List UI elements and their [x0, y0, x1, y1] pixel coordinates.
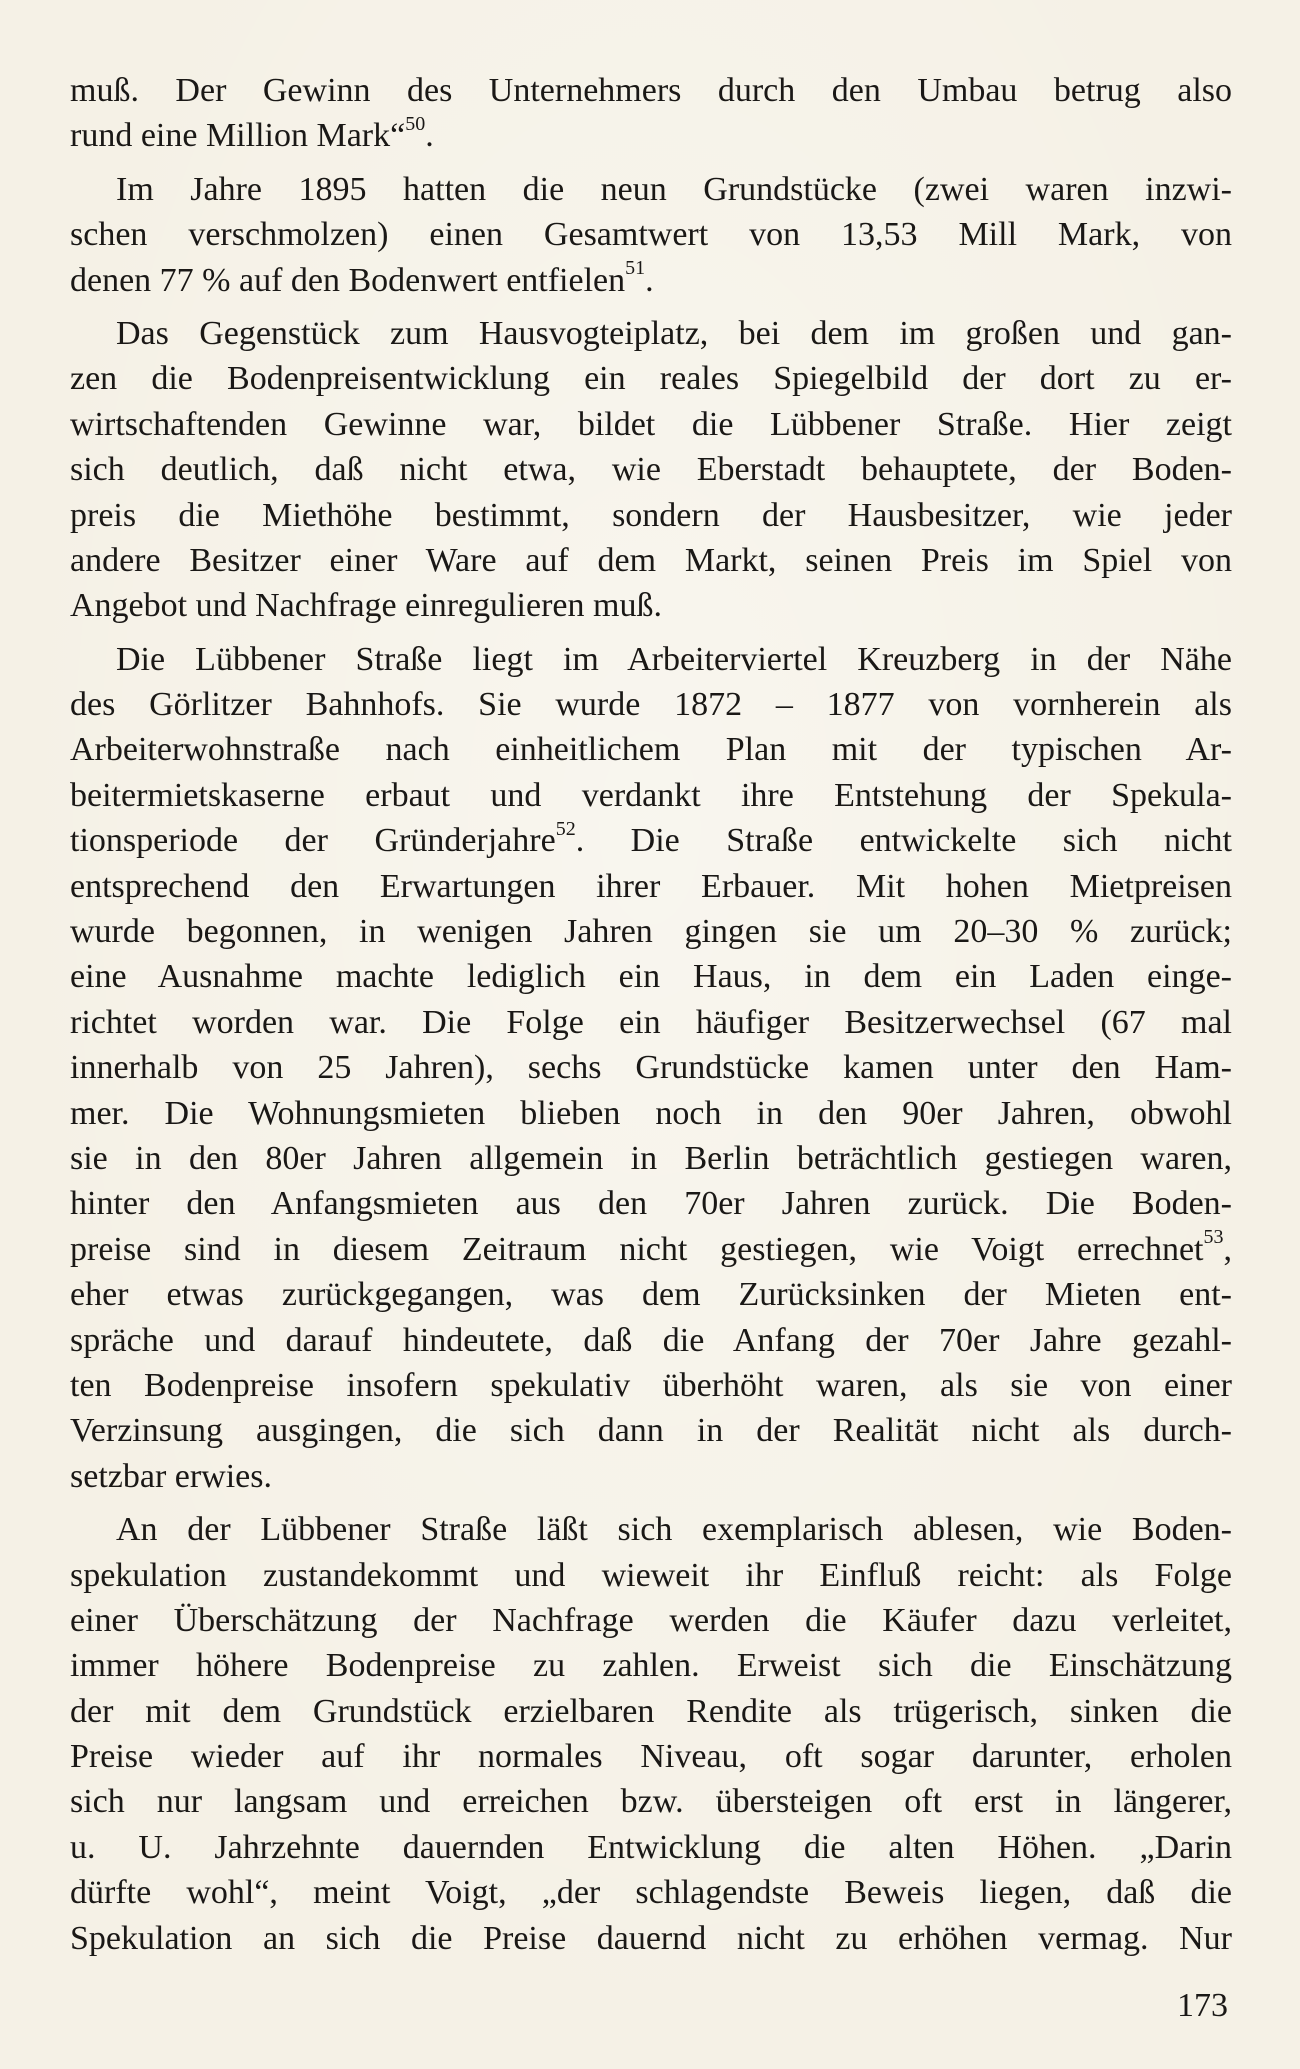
footnote-marker: 53 — [1203, 1226, 1224, 1249]
text-segment: entsprechend den Erwartungen ihrer Erbauer. Mit hohen Mietpreisen — [70, 867, 1232, 905]
text-line — [70, 538, 1232, 583]
text-segment: schen verschmolzen) einen Gesamtwert von 13,53 Mill Mark, von — [70, 216, 1232, 254]
paragraph-gap — [70, 1499, 1232, 1507]
text-line — [70, 954, 1232, 999]
text-segment: . Die Straße entwickelte sich nicht — [575, 822, 1232, 860]
text-segment: zen die Bodenpreisentwicklung ein reales Spiegelbild der dort zu er- — [70, 360, 1232, 398]
text-segment: mer. Die Wohnungsmieten blieben noch in den 90er Jahren, obwohl — [70, 1094, 1232, 1132]
text-line — [70, 1408, 1232, 1453]
text-segment: . — [425, 117, 434, 155]
text-line — [70, 1507, 1232, 1552]
text-line — [70, 1454, 1232, 1499]
paragraph-gap — [70, 629, 1232, 637]
text-segment: immer höhere Bodenpreise zu zahlen. Erweist sich die Einschätzung — [70, 1647, 1232, 1685]
text-line — [70, 1734, 1232, 1779]
text-line — [70, 1181, 1232, 1226]
paragraph — [70, 637, 1232, 1499]
text-line — [70, 1227, 1232, 1272]
text-line — [70, 402, 1232, 447]
text-line — [70, 1779, 1232, 1824]
text-segment: . — [645, 261, 654, 299]
text-line — [70, 1045, 1232, 1090]
text-segment: eher etwas zurückgegangen, was dem Zurücksinken der Mieten ent- — [70, 1276, 1232, 1314]
text-segment: sie in den 80er Jahren allgemein in Berlin beträchtlich gestiegen waren, — [70, 1139, 1232, 1177]
text-segment: muß. Der Gewinn des Unternehmers durch den Umbau betrug also — [70, 72, 1232, 109]
text-line — [70, 864, 1232, 909]
text-segment: spräche und darauf hindeutete, daß die Anfang der 70er Jahre gezahl- — [70, 1321, 1232, 1359]
text-line — [70, 356, 1232, 401]
text-segment: An der Lübbener Straße läßt sich exemplarisch ablesen, wie Boden- — [116, 1511, 1232, 1549]
text-line — [70, 167, 1232, 212]
text-segment: Die Lübbener Straße liegt im Arbeiterviertel Kreuzberg in der Nähe — [116, 640, 1232, 678]
text-line — [70, 637, 1232, 682]
paragraph — [70, 311, 1232, 629]
text-segment: dürfte wohl“, meint Voigt, „der schlagendste Beweis liegen, daß die — [70, 1874, 1232, 1912]
text-segment: des Görlitzer Bahnhofs. Sie wurde 1872 – 1877 von vornherein als — [70, 686, 1232, 724]
text-segment: andere Besitzer einer Ware auf dem Markt, seinen Preis im Spiel von — [70, 541, 1232, 579]
page-number: 173 — [1177, 1987, 1228, 2024]
paragraph — [70, 1507, 1232, 1961]
text-segment: sich deutlich, daß nicht etwa, wie Eberstadt behauptete, der Boden- — [70, 451, 1232, 489]
text-segment: hinter den Anfangsmieten aus den 70er Jahren zurück. Die Boden- — [70, 1185, 1232, 1223]
text-line — [70, 68, 1232, 113]
text-segment: u. U. Jahrzehnte dauernden Entwicklung die alten Höhen. „Darin — [70, 1828, 1232, 1866]
footnote-marker: 52 — [555, 817, 576, 840]
paragraph-gap — [70, 303, 1232, 311]
text-segment: wirtschaftenden Gewinne war, bildet die Lübbener Straße. Hier zeigt — [70, 405, 1232, 443]
text-line — [70, 1598, 1232, 1643]
text-segment: eine Ausnahme machte lediglich ein Haus, in dem ein Laden einge- — [70, 958, 1232, 996]
footnote-marker: 51 — [625, 257, 646, 280]
text-line — [70, 1272, 1232, 1317]
text-segment: Preise wieder auf ihr normales Niveau, oft sogar darunter, erholen — [70, 1738, 1232, 1776]
text-segment: tionsperiode der Gründerjahre — [70, 822, 556, 860]
text-segment: denen 77 % auf den Bodenwert entfielen — [70, 261, 626, 299]
text-line — [70, 1000, 1232, 1045]
text-line — [70, 1136, 1232, 1181]
text-line — [70, 583, 1232, 628]
text-segment: spekulation zustandekommt und wieweit ihr Einfluß reicht: als Folge — [70, 1556, 1232, 1594]
text-line — [70, 1825, 1232, 1870]
text-segment: preise sind in diesem Zeitraum nicht gestiegen, wie Voigt errechnet — [70, 1230, 1204, 1268]
text-segment: setzbar erwies. — [70, 1457, 273, 1495]
text-segment: Im Jahre 1895 hatten die neun Grundstücke (zwei waren inzwi- — [116, 170, 1232, 208]
text-segment: Arbeiterwohnstraße nach einheitlichem Plan mit der typischen Ar- — [70, 731, 1232, 769]
text-segment: preis die Miethöhe bestimmt, sondern der Hausbesitzer, wie jeder — [70, 496, 1232, 534]
text-line — [70, 682, 1232, 727]
text-segment: wurde begonnen, in wenigen Jahren gingen sie um 20–30 % zurück; — [70, 913, 1232, 951]
text-segment: Spekulation an sich die Preise dauernd nicht zu erhöhen vermag. Nur — [70, 1919, 1232, 1957]
text-line — [70, 1318, 1232, 1363]
text-segment: richtet worden war. Die Folge ein häufiger Besitzerwechsel (67 mal — [70, 1003, 1232, 1041]
text-line — [70, 447, 1232, 492]
text-segment: innerhalb von 25 Jahren), sechs Grundstücke kamen unter den Ham- — [70, 1049, 1232, 1087]
text-line — [70, 1553, 1232, 1598]
text-segment: Das Gegenstück zum Hausvogteiplatz, bei dem im großen und gan- — [116, 314, 1232, 352]
text-segment: einer Überschätzung der Nachfrage werden die Käufer dazu verleitet, — [70, 1601, 1232, 1639]
text-line — [70, 818, 1232, 863]
text-segment: rund eine Million Mark“ — [70, 117, 406, 155]
text-line — [70, 1091, 1232, 1136]
text-segment: Angebot und Nachfrage einregulieren muß. — [70, 587, 662, 625]
text-line — [70, 909, 1232, 954]
text-line — [70, 311, 1232, 356]
text-segment: Verzinsung ausgingen, die sich dann in der Realität nicht als durch- — [70, 1412, 1232, 1450]
text-line — [70, 113, 1232, 158]
body-text — [70, 68, 1232, 1961]
text-line — [70, 212, 1232, 257]
text-segment: , — [1223, 1230, 1232, 1268]
text-line — [70, 258, 1232, 303]
text-line — [70, 1643, 1232, 1688]
text-segment: beitermietskaserne erbaut und verdankt ihre Entstehung der Spekula- — [70, 776, 1232, 814]
text-line — [70, 1916, 1232, 1961]
text-line — [70, 773, 1232, 818]
paragraph — [70, 167, 1232, 303]
text-segment: sich nur langsam und erreichen bzw. übersteigen oft erst in längerer, — [70, 1783, 1232, 1821]
footnote-marker: 50 — [405, 113, 426, 136]
text-segment: ten Bodenpreise insofern spekulativ überhöht waren, als sie von einer — [70, 1366, 1232, 1404]
paragraph-gap — [70, 159, 1232, 167]
text-line — [70, 1363, 1232, 1408]
text-line — [70, 1870, 1232, 1915]
text-line — [70, 1689, 1232, 1734]
paragraph — [70, 68, 1232, 159]
text-segment: der mit dem Grundstück erzielbaren Rendite als trügerisch, sinken die — [70, 1692, 1232, 1730]
text-line — [70, 727, 1232, 772]
text-line — [70, 493, 1232, 538]
